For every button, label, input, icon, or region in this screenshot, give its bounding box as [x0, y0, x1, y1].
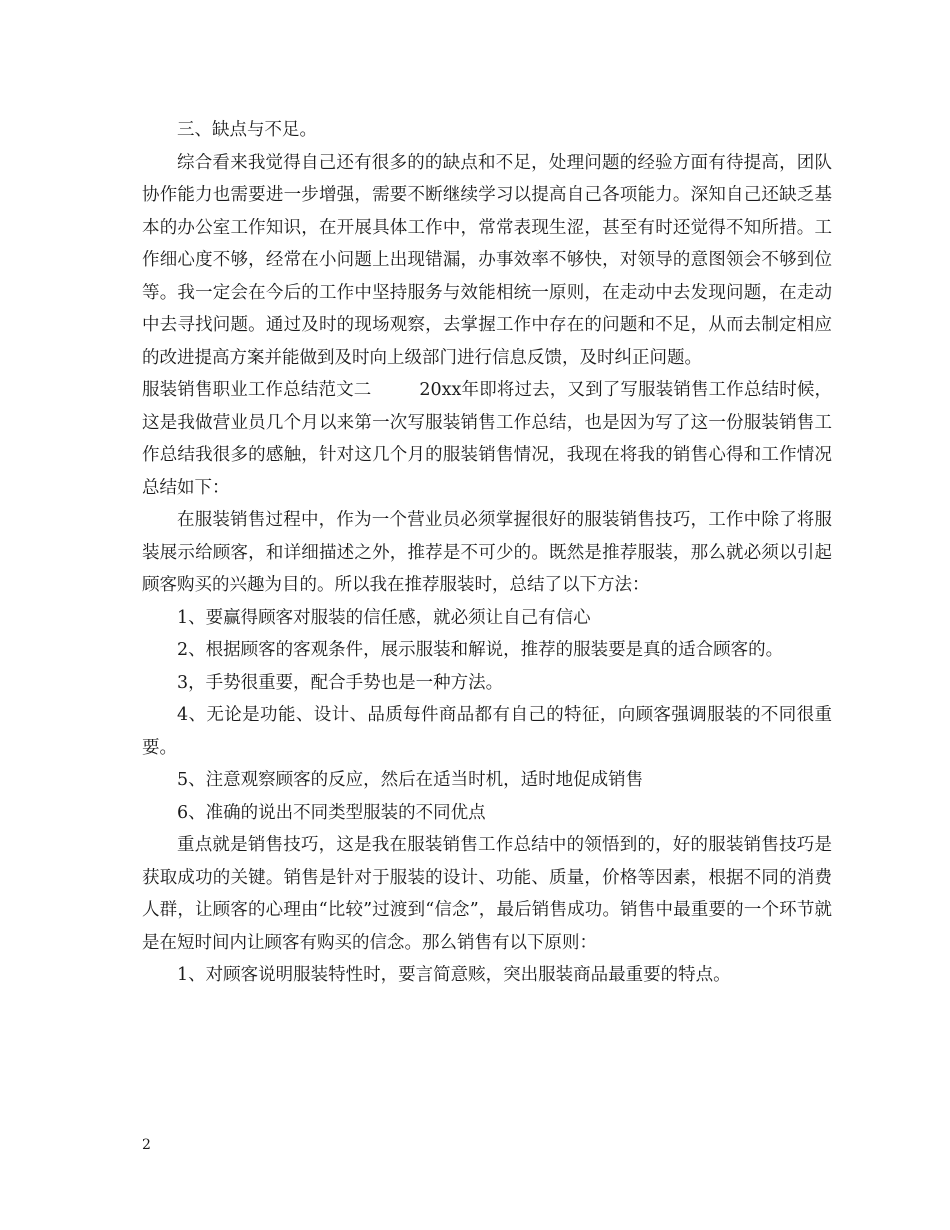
paragraph-shortcomings: 综合看来我觉得自己还有很多的的缺点和不足，处理问题的经验方面有待提高，团队协作能力也需要进一步增强，需要不断继续学习以提高自己各项能力。深知自己还缺乏基本的办公室工作知识，在开展具体工作中，常常表现生涩，甚至有时还觉得不知所措。工作细心度不够，经常在小问题上出现错漏，办事效率不够快，对领导的意图领会不够到位等。我一定会在今后的工作中坚持服务与效能相统一原则，在走动中去发现问题，在走动中去寻找问题。通过及时的现场观察，去掌握工作中存在的问题和不足，从而去制定相应的改进提高方案并能做到及时向上级部门进行信息反馈，及时纠正问题。 [142, 152, 832, 368]
paragraph-sample-two [142, 374, 832, 504]
paragraph-sales-skills: 重点就是销售技巧，这是我在服装销售工作总结中的领悟到的，好的服装销售技巧是获取成功的关键。销售是针对于服装的设计、功能、质量，价格等因素，根据不同的消费人群，让顾客的心理由“比较”过渡到“信念”，最后销售成功。销售中最重要的一个环节就是在短时间内让顾客有购买的信念。那么销售有以下原则： [142, 835, 832, 953]
sample-two-title: 服装销售职业工作总结范文二 [142, 380, 372, 400]
page-number: 2 [142, 1137, 151, 1153]
section-heading-shortcomings: 三、缺点与不足。 [177, 120, 317, 140]
list-item-2: 2、根据顾客的客观条件，展示服装和解说，推荐的服装要是真的适合顾客的。 [177, 640, 784, 660]
sample-two-intro: 20xx年即将过去，又到了写服装销售工作总结时候，这是我做营业员几个月以来第一次写服装销售工作总结，也是因为写了这一份服装销售工作总结我很多的感触，针对这几个月的服装销售情况，我现在将我的销售心得和工作情况总结如下： [142, 380, 832, 498]
list-item-1: 1、要赢得顾客对服装的信任感，就必须让自己有信心 [177, 607, 591, 628]
list-item-3: 3，手势很重要，配合手势也是一种方法。 [177, 672, 504, 693]
list-item-6: 6、准确的说出不同类型服装的不同优点 [177, 802, 486, 823]
paragraph-recommendation: 在服装销售过程中，作为一个营业员必须掌握很好的服装销售技巧，工作中除了将服装展示给顾客，和详细描述之外，推荐是不可少的。既然是推荐服装，那么就必须以引起顾客购买的兴趣为目的。所以我在推荐服装时，总结了以下方法： [142, 510, 832, 595]
document-body [142, 114, 832, 992]
list-item-5: 5、注意观察顾客的反应，然后在适当时机，适时地促成销售 [177, 770, 644, 790]
list-item-4: 4、无论是功能、设计、品质每件商品都有自己的特征，向顾客强调服装的不同很重要。 [142, 705, 832, 758]
principle-item-1: 1、对顾客说明服装特性时，要言简意赅，突出服装商品最重要的特点。 [177, 965, 731, 985]
